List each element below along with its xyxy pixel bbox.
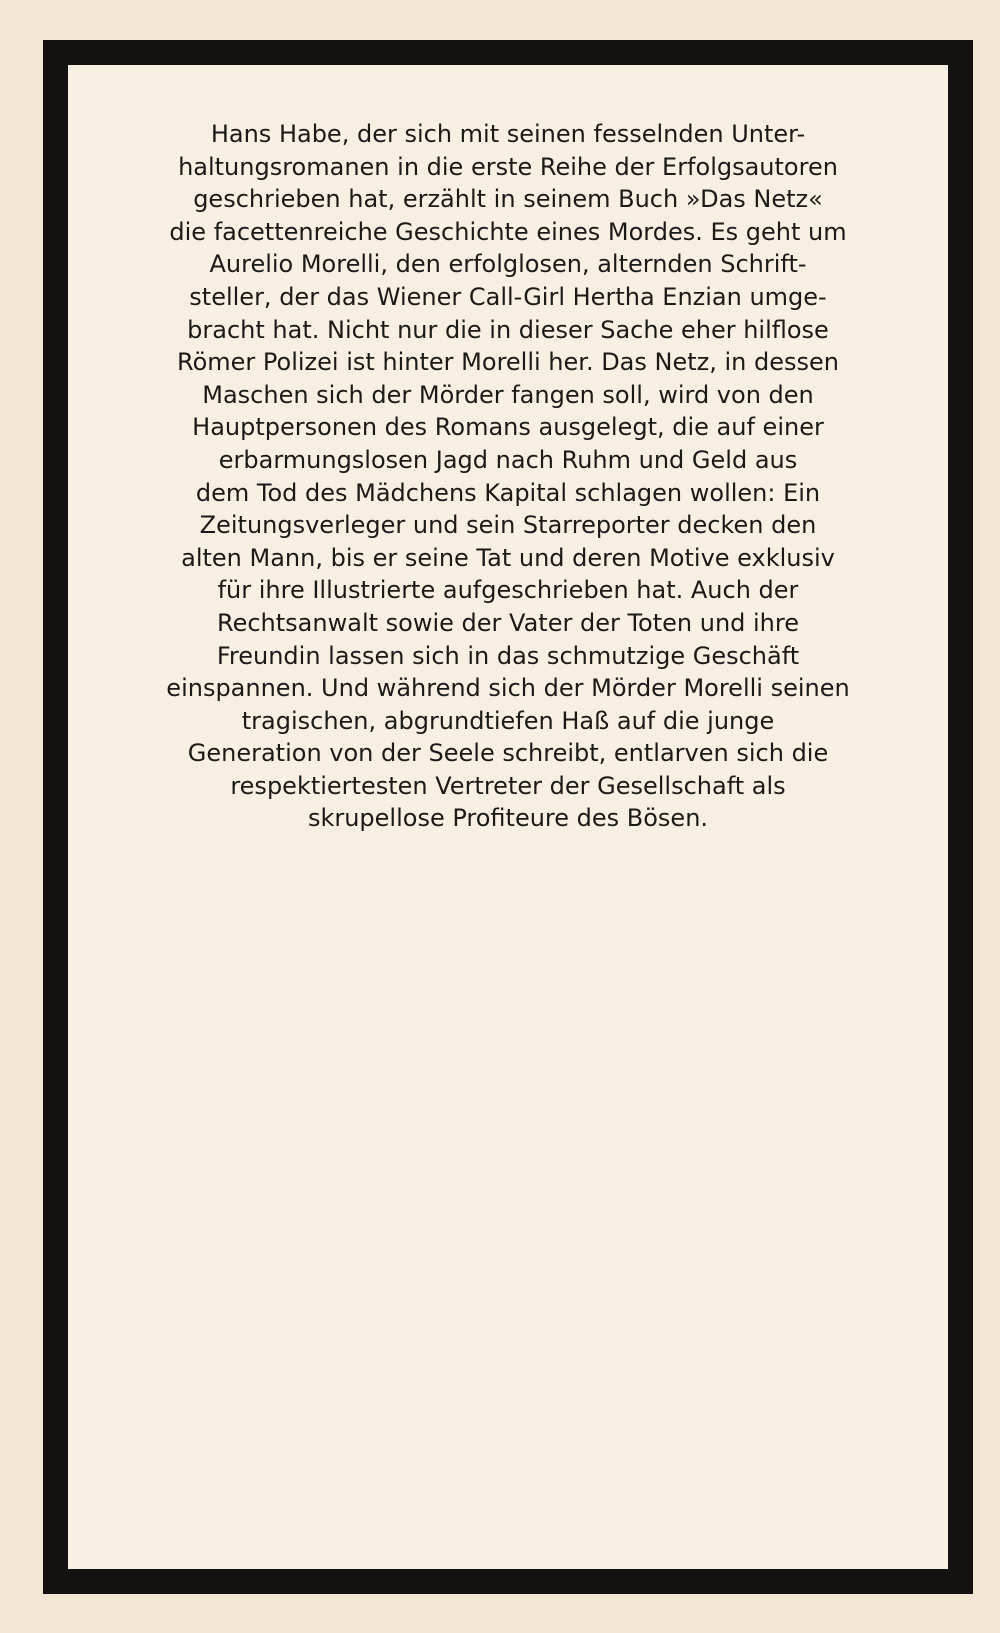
blurb-line: Rechtsanwalt sowie der Vater der Toten und ihre bbox=[217, 608, 799, 637]
blurb-line: Hauptpersonen des Romans ausgelegt, die auf einer bbox=[192, 413, 824, 442]
blurb-line: bracht hat. Nicht nur die in dieser Sache eher hilflose bbox=[187, 315, 829, 344]
blurb-line: einspannen. Und während sich der Mörder Morelli seinen bbox=[166, 674, 850, 703]
blurb-line: Römer Polizei ist hinter Morelli her. Das Netz, in dessen bbox=[176, 348, 839, 377]
blurb-line: steller, der das Wiener Call-Girl Hertha Enzian umge- bbox=[189, 282, 827, 311]
blurb-line: Hans Habe, der sich mit seinen fesselnden Unter- bbox=[210, 120, 806, 148]
blurb-line: erbarmungslosen Jagd nach Ruhm und Geld aus bbox=[218, 445, 798, 474]
blurb-line: skrupellose Profiteure des Bösen. bbox=[307, 804, 709, 833]
blurb-line: geschrieben hat, erzählt in seinem Buch »Das Netz« bbox=[193, 185, 823, 214]
black-border-frame bbox=[43, 40, 973, 1594]
blurb-line: dem Tod des Mädchens Kapital schlagen wollen: Ein bbox=[195, 478, 821, 507]
blurb-line: respektiertesten Vertreter der Gesellschaft als bbox=[230, 771, 786, 800]
blurb-line: Generation von der Seele schreibt, entlarven sich die bbox=[187, 739, 829, 768]
blurb-line: Maschen sich der Mörder fangen soll, wird von den bbox=[202, 380, 814, 409]
blurb-line: alten Mann, bis er seine Tat und deren Motive exklusiv bbox=[181, 543, 835, 572]
blurb-line: für ihre Illustrierte aufgeschrieben hat. Auch der bbox=[217, 576, 799, 605]
blurb-text bbox=[68, 118, 948, 835]
blurb-line: Aurelio Morelli, den erfolglosen, alternden Schrift- bbox=[209, 250, 807, 279]
blurb-line: Zeitungsverleger und sein Starreporter decken den bbox=[199, 511, 817, 540]
cover-panel bbox=[68, 65, 948, 1569]
blurb-line: Freundin lassen sich in das schmutzige Geschäft bbox=[216, 641, 800, 670]
blurb-line: die facettenreiche Geschichte eines Mordes. Es geht um bbox=[169, 217, 847, 246]
blurb-line: tragischen, abgrundtiefen Haß auf die junge bbox=[241, 706, 775, 735]
blurb-line: haltungsromanen in die erste Reihe der Erfolgsautoren bbox=[178, 152, 838, 181]
